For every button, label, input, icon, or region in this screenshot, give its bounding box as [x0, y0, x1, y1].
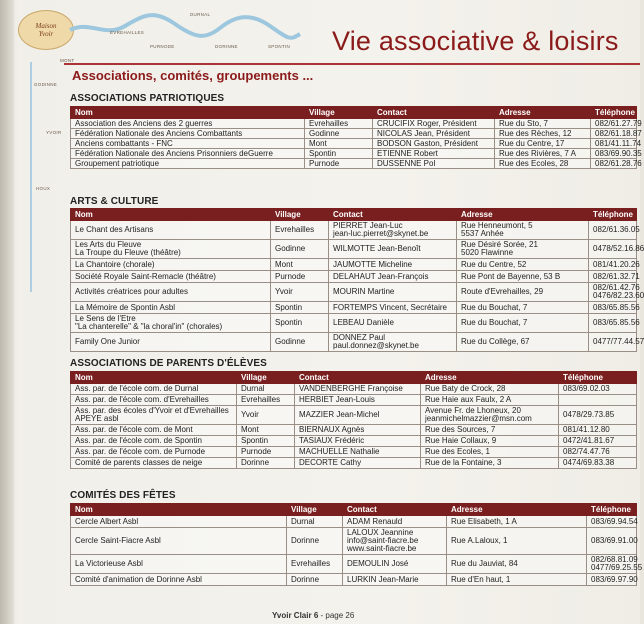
cell-telephone: 0478/29.73.85	[559, 406, 637, 425]
cell-village: Evrehailles	[305, 119, 373, 129]
cell-village: Purnode	[271, 271, 329, 283]
cell-village: Dorinne	[287, 574, 343, 586]
cell-adresse: Rue d'En haut, 1	[447, 574, 587, 586]
table-comites-fetes	[70, 503, 643, 586]
cell-village: Godinne	[271, 333, 329, 352]
cell-adresse: Rue des Rivières, 7 A	[495, 149, 591, 159]
cell-nom: La Victorieuse Asbl	[71, 555, 287, 574]
cell-village: Spontin	[271, 302, 329, 314]
cell-nom: Fédération Nationale des Anciens Combattants	[71, 129, 305, 139]
cell-telephone: 081/41.11.74	[591, 139, 637, 149]
cell-nom: Comité de parents classes de neige	[71, 458, 237, 469]
cell-village: Mont	[305, 139, 373, 149]
col-contact: Contact	[329, 209, 457, 221]
table-header-row	[71, 209, 637, 221]
table-row	[71, 283, 637, 302]
cell-contact: NICOLAS Jean, Président	[373, 129, 495, 139]
table-row	[71, 302, 637, 314]
cell-village: Evrehailles	[271, 221, 329, 240]
place-label: YVOIR	[46, 130, 62, 135]
cell-telephone: 083/69.97.90	[587, 574, 637, 586]
place-label: HOUX	[36, 186, 51, 191]
cell-contact: DECORTE Cathy	[295, 458, 421, 469]
cell-adresse: Rue Désiré Sorée, 21 5020 Flawinne	[457, 240, 589, 259]
cell-village: Durnal	[237, 384, 295, 395]
cell-telephone: 081/41.20.26	[589, 259, 637, 271]
cell-nom: Ass. par. de l'école com. de Purnode	[71, 447, 237, 458]
footer-page-number: page 26	[325, 611, 355, 620]
cell-telephone: 083/69.90.35	[591, 149, 637, 159]
table-row	[71, 528, 637, 555]
cell-nom: Ass. par. de l'école com. d'Evrehailles	[71, 395, 237, 406]
table-row	[71, 221, 637, 240]
cell-adresse: Rue Henneumont, 5 5537 Anhée	[457, 221, 589, 240]
cell-telephone	[559, 395, 637, 406]
header-divider	[64, 63, 640, 65]
cell-telephone: 082/61.36.05	[589, 221, 637, 240]
cell-nom: Ass. par. de l'école com. de Spontin	[71, 436, 237, 447]
table-patriotiques	[70, 106, 642, 169]
cell-nom: Comité d'animation de Dorinne Asbl	[71, 574, 287, 586]
section-title-patriotiques: ASSOCIATIONS PATRIOTIQUES	[70, 93, 225, 104]
cell-contact: VANDENBERGHE Françoise	[295, 384, 421, 395]
table-row	[71, 314, 637, 333]
cell-adresse: Rue des Ecoles, 1	[421, 447, 559, 458]
table-row	[71, 436, 637, 447]
table-row	[71, 271, 637, 283]
table-header-row	[71, 372, 637, 384]
footer-brand: Yvoir Clair	[272, 611, 312, 620]
table-row	[71, 516, 637, 528]
maison-yvoir-logo	[18, 10, 74, 50]
cell-village: Durnal	[287, 516, 343, 528]
cell-adresse: Rue du Centre, 52	[457, 259, 589, 271]
table-row	[71, 333, 637, 352]
place-label: DORINNE	[215, 44, 238, 49]
cell-village: Dorinne	[287, 528, 343, 555]
col-adresse: Adresse	[495, 107, 591, 119]
cell-contact: BODSON Gaston, Président	[373, 139, 495, 149]
cell-nom: Le Sens de l'Etre "La chanterelle" & "la choral'in" (chorales)	[71, 314, 271, 333]
cell-contact: CRUCIFIX Roger, Président	[373, 119, 495, 129]
table-arts-culture	[70, 208, 644, 352]
cell-adresse: Route d'Evrehailles, 29	[457, 283, 589, 302]
cell-village: Purnode	[237, 447, 295, 458]
page-title: Vie associative & loisirs	[332, 26, 619, 56]
col-adresse: Adresse	[457, 209, 589, 221]
cell-contact: WILMOTTE Jean-Benoît	[329, 240, 457, 259]
cell-contact: PIERRET Jean-Luc jean-luc.pierret@skynet.be	[329, 221, 457, 240]
table-row	[71, 447, 637, 458]
cell-nom: Ass. par. des écoles d'Yvoir et d'Evrehailles APEYE asbl	[71, 406, 237, 425]
col-contact: Contact	[343, 504, 447, 516]
col-telephone: Téléphone	[589, 209, 637, 221]
cell-adresse: Rue Pont de Bayenne, 53 B	[457, 271, 589, 283]
cell-contact: LEBEAU Danièle	[329, 314, 457, 333]
cell-telephone: 083/69.91.00	[587, 528, 637, 555]
col-adresse: Adresse	[447, 504, 587, 516]
table-row	[71, 240, 637, 259]
col-village: Village	[237, 372, 295, 384]
table-row	[71, 384, 637, 395]
cell-contact: DEMOULIN José	[343, 555, 447, 574]
col-village: Village	[305, 107, 373, 119]
cell-telephone: 082/61.28.76	[591, 159, 637, 169]
col-telephone: Téléphone	[587, 504, 637, 516]
cell-nom: Cercle Saint-Fiacre Asbl	[71, 528, 287, 555]
place-label: SPONTIN	[268, 44, 291, 49]
place-label: PURNODE	[150, 44, 175, 49]
cell-contact: DELAHAUT Jean-François	[329, 271, 457, 283]
cell-contact: ETIENNE Robert	[373, 149, 495, 159]
place-label: EVREHAILLES	[110, 30, 145, 35]
cell-telephone: 082/61.18.87	[591, 129, 637, 139]
cell-adresse: Rue des Rèches, 12	[495, 129, 591, 139]
cell-contact: ADAM Renauld	[343, 516, 447, 528]
cell-adresse: Rue des Ecoles, 28	[495, 159, 591, 169]
cell-village: Yvoir	[271, 283, 329, 302]
table-row	[71, 149, 637, 159]
cell-adresse: Rue des Sources, 7	[421, 425, 559, 436]
col-village: Village	[287, 504, 343, 516]
col-village: Village	[271, 209, 329, 221]
cell-adresse: Rue du Collège, 67	[457, 333, 589, 352]
section-title-fetes: COMITÉS DES FÊTES	[70, 490, 176, 501]
cell-telephone: 0477/77.44.57	[589, 333, 637, 352]
cell-telephone: 083/69.02.03	[559, 384, 637, 395]
table-row	[71, 574, 637, 586]
cell-nom: Ass. par. de l'école com. de Durnal	[71, 384, 237, 395]
col-telephone: Téléphone	[559, 372, 637, 384]
cell-village: Spontin	[271, 314, 329, 333]
cell-telephone: 082/61.42.76 0476/82.23.60	[589, 283, 637, 302]
col-nom: Nom	[71, 209, 271, 221]
cell-village: Evrehailles	[287, 555, 343, 574]
table-header-row	[71, 504, 637, 516]
cell-village: Yvoir	[237, 406, 295, 425]
table-row	[71, 119, 637, 129]
cell-village: Godinne	[271, 240, 329, 259]
cell-contact: MAZZIER Jean-Michel	[295, 406, 421, 425]
cell-nom: Le Chant des Artisans	[71, 221, 271, 240]
col-telephone: Téléphone	[591, 107, 637, 119]
section-title-parents: ASSOCIATIONS DE PARENTS D'ÉLÈVES	[70, 358, 267, 369]
table-row	[71, 406, 637, 425]
cell-village: Spontin	[305, 149, 373, 159]
cell-nom: Fédération Nationale des Anciens Prisonniers deGuerre	[71, 149, 305, 159]
cell-adresse: Rue du Bouchat, 7	[457, 314, 589, 333]
cell-telephone: 082/61.27.79	[591, 119, 637, 129]
page-footer: Yvoir Clair 6 - page 26	[272, 611, 355, 620]
cell-nom: Groupement patriotique	[71, 159, 305, 169]
cell-nom: Anciens combattants - FNC	[71, 139, 305, 149]
cell-nom: Cercle Albert Asbl	[71, 516, 287, 528]
table-row	[71, 458, 637, 469]
cell-telephone: 0472/41.81.67	[559, 436, 637, 447]
cell-adresse: Rue Haie aux Faulx, 2 A	[421, 395, 559, 406]
page-spine	[0, 0, 14, 624]
table-row	[71, 259, 637, 271]
cell-adresse: Rue du Bouchat, 7	[457, 302, 589, 314]
cell-nom: Les Arts du Fleuve La Troupe du Fleuve (théâtre)	[71, 240, 271, 259]
col-nom: Nom	[71, 504, 287, 516]
cell-village: Godinne	[305, 129, 373, 139]
table-parents-eleves	[70, 371, 637, 469]
cell-adresse: Rue A.Laloux, 1	[447, 528, 587, 555]
col-nom: Nom	[71, 372, 237, 384]
cell-adresse: Rue du Jauviat, 84	[447, 555, 587, 574]
cell-nom: Société Royale Saint-Remacle (théâtre)	[71, 271, 271, 283]
cell-telephone: 082/61.32.71	[589, 271, 637, 283]
cell-adresse: Rue du Centre, 17	[495, 139, 591, 149]
cell-village: Evrehailles	[237, 395, 295, 406]
place-label: DURNAL	[190, 12, 211, 17]
page-subtitle: Associations, comités, groupements ...	[72, 68, 314, 83]
place-label: GODINNE	[34, 82, 58, 87]
col-adresse: Adresse	[421, 372, 559, 384]
cell-contact: LALOUX Jeannine info@saint-fiacre.be www.saint-fiacre.be	[343, 528, 447, 555]
logo-line2: Yvoir	[38, 30, 54, 38]
cell-contact: MOURIN Martine	[329, 283, 457, 302]
logo-line1: Maison	[35, 22, 57, 30]
cell-telephone: 082/74.47.76	[559, 447, 637, 458]
cell-adresse: Rue Baty de Crock, 28	[421, 384, 559, 395]
cell-telephone: 0478/52.16.86	[589, 240, 637, 259]
table-header-row	[71, 107, 637, 119]
cell-contact: MACHUELLE Nathalie	[295, 447, 421, 458]
river-map-illustration	[70, 0, 300, 62]
table-row	[71, 555, 637, 574]
cell-contact: DUSSENNE Pol	[373, 159, 495, 169]
table-row	[71, 159, 637, 169]
cell-adresse: Rue Haie Collaux, 9	[421, 436, 559, 447]
cell-adresse: Avenue Fr. de Lhoneux, 20 jeanmichelmazzier@msn.com	[421, 406, 559, 425]
cell-nom: Ass. par. de l'école com. de Mont	[71, 425, 237, 436]
cell-telephone: 082/68.81.09 0477/69.25.55	[587, 555, 637, 574]
table-row	[71, 395, 637, 406]
table-row	[71, 425, 637, 436]
river-margin-line	[30, 62, 32, 292]
cell-contact: DONNEZ Paul paul.donnez@skynet.be	[329, 333, 457, 352]
cell-adresse: Rue du Sto, 7	[495, 119, 591, 129]
footer-issue: 6	[313, 611, 319, 620]
cell-contact: BIERNAUX Agnès	[295, 425, 421, 436]
cell-nom: La Mémoire de Spontin Asbl	[71, 302, 271, 314]
cell-nom: Association des Anciens des 2 guerres	[71, 119, 305, 129]
cell-contact: FORTEMPS Vincent, Secrétaire	[329, 302, 457, 314]
cell-adresse: Rue Elisabeth, 1 A	[447, 516, 587, 528]
col-contact: Contact	[373, 107, 495, 119]
place-label: MONT	[60, 58, 75, 63]
cell-telephone: 081/41.12.80	[559, 425, 637, 436]
table-row	[71, 139, 637, 149]
cell-village: Mont	[237, 425, 295, 436]
cell-contact: LURKIN Jean-Marie	[343, 574, 447, 586]
cell-adresse: Rue de la Fontaine, 3	[421, 458, 559, 469]
cell-contact: JAUMOTTE Micheline	[329, 259, 457, 271]
cell-village: Mont	[271, 259, 329, 271]
cell-nom: Activités créatrices pour adultes	[71, 283, 271, 302]
table-row	[71, 129, 637, 139]
col-nom: Nom	[71, 107, 305, 119]
cell-village: Dorinne	[237, 458, 295, 469]
cell-telephone: 083/69.94.54	[587, 516, 637, 528]
section-title-arts: ARTS & CULTURE	[70, 196, 159, 207]
cell-contact: HERBIET Jean-Louis	[295, 395, 421, 406]
cell-telephone: 083/65.85.56	[589, 314, 637, 333]
cell-village: Spontin	[237, 436, 295, 447]
col-contact: Contact	[295, 372, 421, 384]
cell-nom: La Chantoire (chorale)	[71, 259, 271, 271]
cell-contact: TASIAUX Frédéric	[295, 436, 421, 447]
cell-telephone: 0474/69.83.38	[559, 458, 637, 469]
cell-telephone: 083/65.85.56	[589, 302, 637, 314]
cell-village: Purnode	[305, 159, 373, 169]
cell-nom: Family One Junior	[71, 333, 271, 352]
